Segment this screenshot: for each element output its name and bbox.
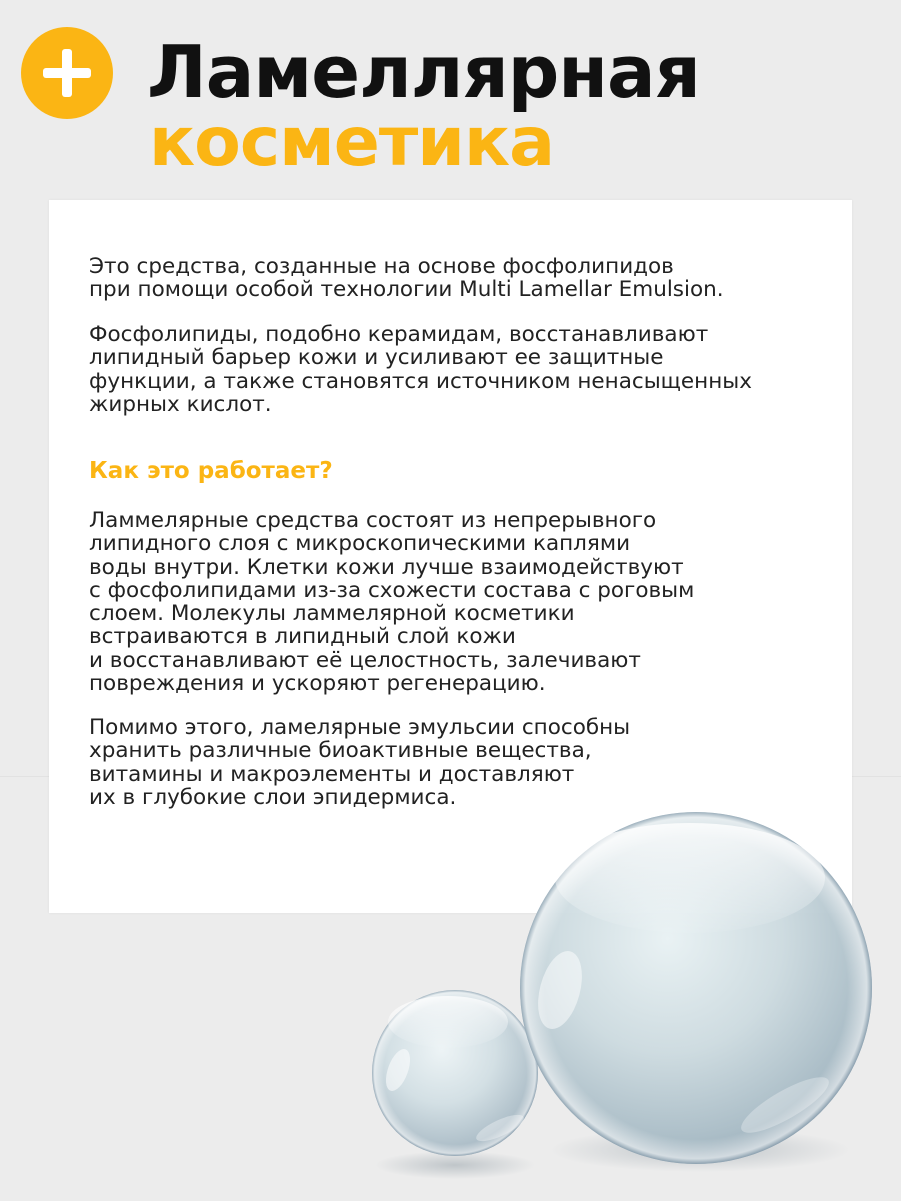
paragraph-line: при помощи особой технологии Multi Lamellar Emulsion.	[89, 277, 724, 303]
paragraph-line: воды внутри. Клетки кожи лучше взаимодействуют	[89, 554, 684, 580]
small-bubble	[372, 990, 538, 1156]
paragraph-line: слоем. Молекулы ламмелярной косметики	[89, 601, 575, 627]
paragraph-line: витамины и макроэлементы и доставляют	[89, 761, 575, 787]
plus-icon	[21, 27, 113, 119]
section-heading: Как это работает?	[89, 458, 333, 484]
paragraph-line: их в глубокие слои эпидермиса.	[89, 784, 457, 810]
paragraph-line: жирных кислот.	[89, 391, 272, 417]
paragraph-line: функции, а также становятся источником ненасыщенных	[89, 368, 752, 394]
paragraph-line: хранить различные биоактивные вещества,	[89, 738, 592, 764]
paragraph-line: с фосфолипидами из-за схожести состава с роговым	[89, 577, 695, 603]
paragraph-line: и восстанавливают её целостность, залечивают	[89, 647, 641, 673]
paragraph-line: встраиваются в липидный слой кожи	[89, 624, 516, 650]
paragraph-line: Фосфолипиды, подобно керамидам, восстанавливают	[89, 322, 709, 347]
title-line-1: Ламеллярная	[147, 30, 700, 114]
paragraph-emulsions	[89, 716, 630, 809]
paragraph-line: Ламмелярные средства состоят из непрерывного	[89, 508, 657, 533]
paragraph-line: липидного слоя с микроскопическими каплями	[89, 531, 631, 557]
info-card	[49, 200, 852, 913]
paragraph-intro	[89, 255, 724, 302]
paragraph-line: Помимо этого, ламелярные эмульсии способны	[89, 715, 631, 740]
paragraph-line: повреждения и ускоряют регенерацию.	[89, 671, 546, 697]
paragraph-line: Это средства, созданные на основе фосфолипидов	[89, 254, 674, 279]
title-line-2: косметика	[149, 103, 554, 182]
paragraph-phospholipids	[89, 323, 752, 416]
paragraph-how-it-works	[89, 509, 694, 695]
paragraph-line: липидный барьер кожи и усиливают ее защитные	[89, 345, 664, 371]
